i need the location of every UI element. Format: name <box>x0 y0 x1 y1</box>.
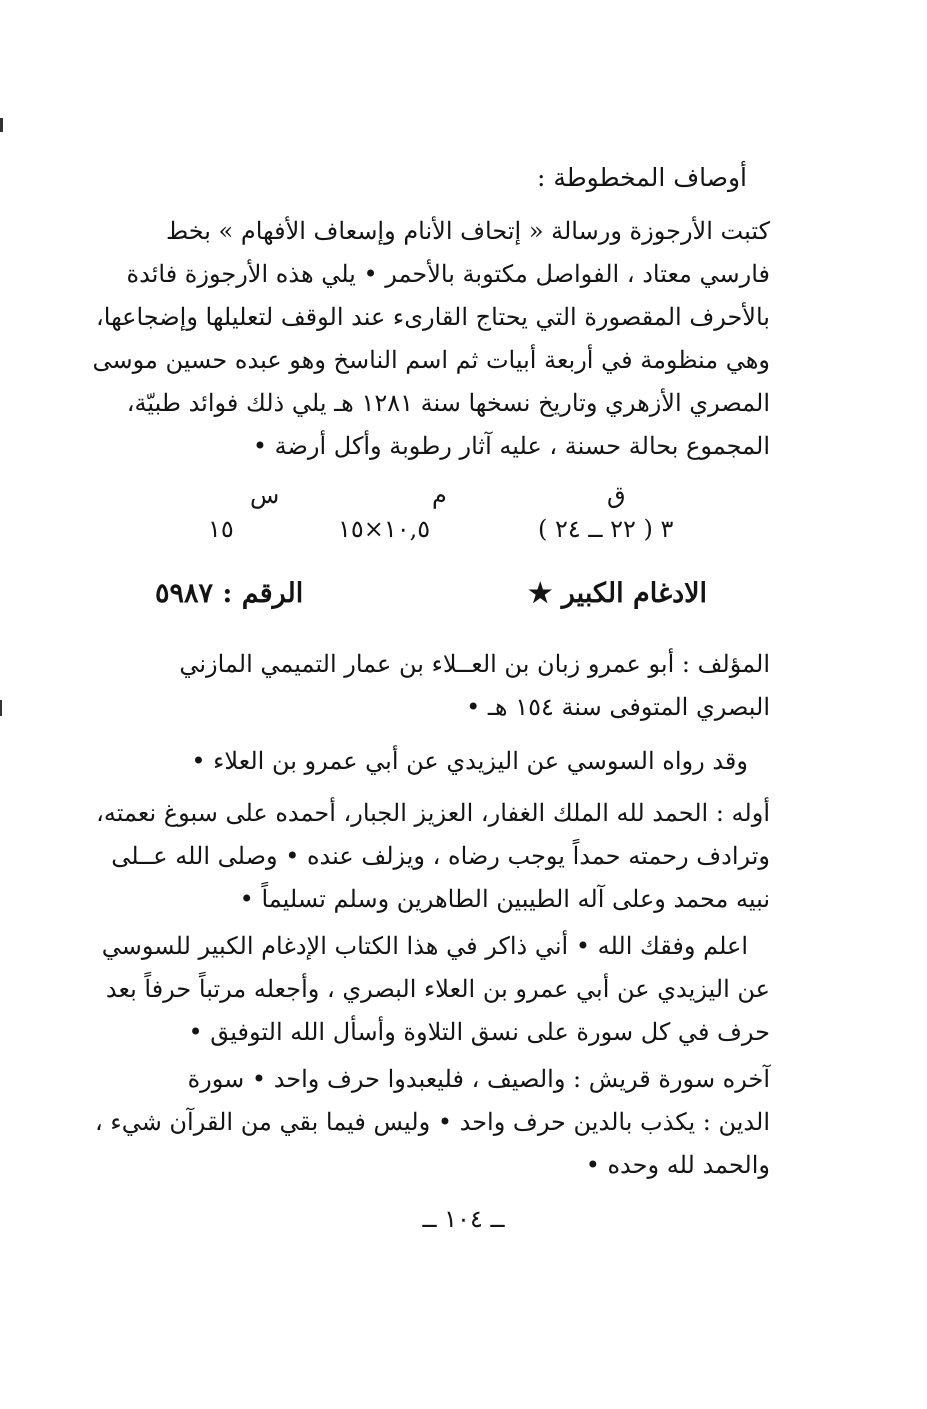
manuscript-description <box>92 210 770 468</box>
spec-value-q: ٣ ( ٢٢ ــ ٢٤ ) <box>538 515 674 543</box>
text-line: عن اليزيدي عن أبي عمرو بن العلاء البصري ، وأجعله مرتباً حرفاً بعد <box>105 975 770 1003</box>
scan-edge-mark <box>0 118 3 132</box>
scan-edge-mark <box>0 700 2 716</box>
text-line: المجموع بحالة حسنة ، عليه آثار رطوبة وأكل أرضة • <box>252 432 770 460</box>
text-line: بالأحرف المقصورة التي يحتاج القارىء عند الوقف لتعليلها وإضجاعها، <box>96 303 770 331</box>
text-line: المؤلف : أبو عمرو زبان بن العــلاء بن عمار التميمي المازني <box>179 650 770 678</box>
catalog-number: الرقم : ٥٩٨٧ <box>155 578 304 609</box>
opening-paragraph <box>96 792 770 921</box>
narration-paragraph <box>100 740 770 783</box>
text-line: نبيه محمد وعلى آله الطيبين الطاهرين وسلم تسليماً • <box>239 885 770 913</box>
text-line: وترادف رحمته حمداً يوجب رضاه ، ويزلف عنده • وصلى الله عــلى <box>111 842 770 870</box>
text-line: المصري الأزهري وتاريخ نسخها سنة ١٢٨١ هـ يلي ذلك فوائد طبيّة، <box>126 389 770 417</box>
spec-value-m: ١٠,٥×١٥ <box>338 515 431 543</box>
text-line: حرف في كل سورة على نسق التلاوة وأسأل الله التوفيق • <box>188 1018 770 1046</box>
ending-paragraph <box>95 1058 770 1187</box>
text-line: وهي منظومة في أربعة أبيات ثم اسم الناسخ وهو عبده حسين موسى <box>92 346 770 374</box>
text-line: وقد رواه السوسي عن اليزيدي عن أبي عمرو بن العلاء • <box>191 747 748 775</box>
text-line: والحمد لله وحده • <box>585 1151 770 1179</box>
intro-paragraph <box>100 925 770 1054</box>
text-line: آخره سورة قريش : والصيف ، فليعبدوا حرف واحد • سورة <box>187 1065 770 1093</box>
text-line: فارسي معتاد ، الفواصل مكتوبة بالأحمر • يلي هذه الأرجوزة فائدة <box>126 260 770 288</box>
spec-label-q: ق <box>607 481 626 509</box>
text-line: كتبت الأرجوزة ورسالة « إتحاف الأنام وإسعاف الأفهام » بخط <box>165 217 770 245</box>
author-paragraph <box>100 643 770 729</box>
book-title: الادغام الكبير ★ <box>528 578 707 609</box>
text-line: البصري المتوفى سنة ١٥٤ هـ • <box>466 693 770 721</box>
text-line: الدين : يكذب بالدين حرف واحد • وليس فيما بقي من القرآن شيء ، <box>95 1108 770 1136</box>
spec-label-m: م <box>432 481 447 509</box>
page-number: ــ ١٠٤ ــ <box>422 1205 505 1233</box>
spec-label-s: س <box>250 481 280 509</box>
text-line: اعلم وفقك الله • أني ذاكر في هذا الكتاب الإدغام الكبير للسوسي <box>101 932 748 960</box>
text-line: أوله : الحمد لله الملك الغفار، العزيز الجبار، أحمده على سبوغ نعمته، <box>96 799 770 827</box>
section-heading: أوصاف المخطوطة : <box>537 163 747 192</box>
spec-value-s: ١٥ <box>208 515 234 543</box>
